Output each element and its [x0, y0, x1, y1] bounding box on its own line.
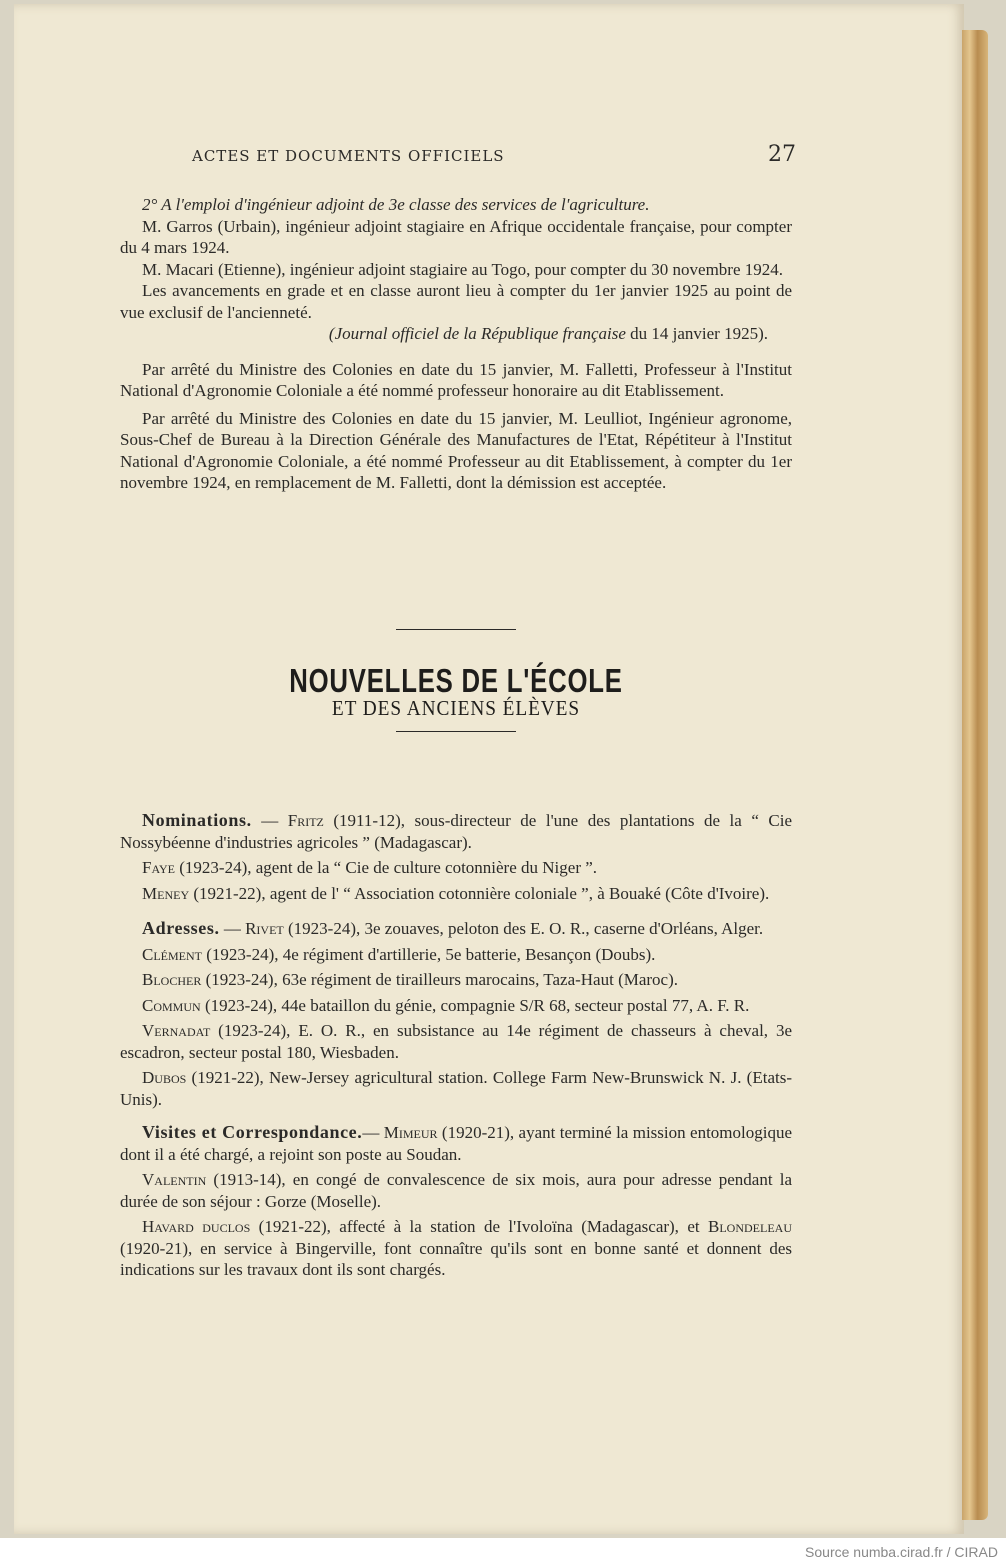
item-text: (1921-22), New-Jersey agricultural station. College Farm New-Brunswick N. J. (Etats-Unis). — [120, 1068, 792, 1109]
source-journal: (Journal officiel de la République française — [328, 324, 626, 343]
nominations-label: Nominations. — [142, 810, 252, 830]
bottom-rule — [396, 731, 516, 732]
body-text — [120, 194, 792, 494]
news-body — [120, 810, 792, 1281]
page-number: 27 — [768, 142, 796, 167]
person-name: Valentin — [142, 1170, 207, 1189]
item-text: (1920-21), en service à Bingerville, font connaître qu'ils sont en bonne santé et donnent des indications sur les travaux dont ils sont chargés. — [120, 1238, 792, 1279]
person-name: Rivet — [245, 919, 284, 938]
adresses-label: Adresses. — [142, 918, 220, 938]
person-name: Vernadat — [142, 1021, 211, 1040]
item-text: (1923-24), E. O. R., en subsistance au 14e régiment de chasseurs à cheval, 3e escadron, secteur postal 180, Wiesbaden. — [120, 1021, 792, 1062]
person-name: Fritz — [287, 811, 324, 830]
person-name: Blondeleau — [708, 1217, 792, 1236]
person-name: Dubos — [142, 1068, 187, 1087]
item-text: (1921-22), affecté à la station de l'Ivoloïna (Madagascar), et — [250, 1217, 708, 1236]
item-text: (1911-12), sous-directeur de l'une des plantations de la “ Cie Nossybéenne d'industries agricoles ” (Madagascar). — [120, 811, 792, 852]
item-text: (1923-24), 44e bataillon du génie, compagnie S/R 68, secteur postal 77, A. F. R. — [200, 995, 750, 1015]
paragraph-avancements: Les avancements en grade et en classe auront lieu à compter du 1er janvier 1925 au point de vue exclusif de l'ancienneté. — [120, 281, 792, 322]
address-item — [120, 995, 792, 1017]
person-name: Havard duclos — [142, 1217, 251, 1236]
person-name: Meney — [142, 883, 190, 903]
address-item — [120, 969, 792, 991]
person-name: Clément — [142, 944, 202, 964]
paragraph-garros: M. Garros (Urbain), ingénieur adjoint stagiaire en Afrique occidentale française, pour compter du 4 mars 1924. — [120, 216, 792, 257]
person-name: Mimeur — [383, 1123, 438, 1142]
nomination-item — [120, 857, 792, 879]
item-text: (1913-14), en congé de convalescence de six mois, aura pour adresse pendant la durée de son séjour : Gorze (Moselle). — [120, 1170, 792, 1211]
source-date: du 14 janvier 1925). — [625, 324, 768, 343]
paragraph-macari: M. Macari (Etienne), ingénieur adjoint stagiaire au Togo, pour compter du 30 novembre 1924. — [142, 259, 784, 279]
item-text: (1923-24), 63e régiment de tirailleurs marocains, Taza-Haut (Maroc). — [201, 970, 679, 989]
page-edge — [962, 30, 988, 1520]
item-text: (1920-21), ayant terminé la mission entomologique dont il a été chargé, a rejoint son poste au Soudan. — [120, 1123, 793, 1164]
visit-item — [120, 1169, 792, 1212]
item-text: (1923-24), agent de la “ Cie de culture cotonnière du Niger ”. — [175, 858, 598, 877]
news-subtitle: ET DES ANCIENS ÉLÈVES — [331, 695, 581, 720]
book-page — [14, 4, 964, 1534]
item-text: (1923-24), 4e régiment d'artillerie, 5e batterie, Besançon (Doubs). — [202, 944, 656, 964]
item-text: (1923-24), 3e zouaves, peloton des E. O. R., caserne d'Orléans, Alger. — [283, 919, 764, 938]
person-name: Commun — [142, 995, 201, 1015]
top-rule — [396, 629, 516, 630]
visites-label: Visites et Correspondance. — [142, 1122, 363, 1142]
source-citation — [120, 323, 792, 345]
source-footer: Source numba.cirad.fr / CIRAD — [805, 1544, 998, 1560]
address-item — [120, 1020, 792, 1063]
person-name: Blocher — [142, 970, 202, 989]
address-item: Adresses. — Rivet (1923-24), 3e zouaves, peloton des E. O. R., caserne d'Orléans, Alger. — [142, 918, 764, 938]
address-item — [120, 1067, 792, 1110]
nomination-item: Nominations. — Fritz (1911-12), sous-directeur de l'une des plantations de la “ Cie Nossybéenne d'industries agricoles ” (Madagascar). — [120, 810, 792, 852]
paragraph-falletti: Par arrêté du Ministre des Colonies en date du 15 janvier, M. Falletti, Professeur à l'Institut National d'Agronomie Coloniale a été nommé professeur honoraire au dit Etablissement. — [120, 359, 792, 400]
visit-item — [120, 1216, 792, 1281]
running-head: ACTES ET DOCUMENTS OFFICIELS — [192, 147, 505, 165]
visit-item: Visites et Correspondance.— Mimeur (1920-21), ayant terminé la mission entomologique dont il a été chargé, a rejoint son poste au Soudan. — [120, 1122, 793, 1164]
address-item — [120, 944, 792, 966]
item-text: (1921-22), agent de l' “ Association cotonnière coloniale ”, à Bouaké (Côte d'Ivoire). — [189, 883, 770, 903]
news-title: NOUVELLES DE L'ÉCOLE — [289, 662, 623, 699]
paragraph-leulliot: Par arrêté du Ministre des Colonies en date du 15 janvier, M. Leulliot, Ingénieur agronome, Sous-Chef de Bureau à la Direction Générale des Manufactures de l'Etat, Répétiteur à l'Institut National d'Agronomie Coloniale, a été nommé Professeur au dit Etablissement, à compter du 1er novembre 1924, en remplacement de M. Falletti, dont la démission est acceptée. — [120, 408, 792, 492]
nomination-item — [120, 883, 792, 905]
person-name: Faye — [142, 858, 176, 877]
section-heading: 2° A l'emploi d'ingénieur adjoint de 3e classe des services de l'agriculture. — [142, 195, 650, 214]
news-title-block — [120, 629, 792, 732]
